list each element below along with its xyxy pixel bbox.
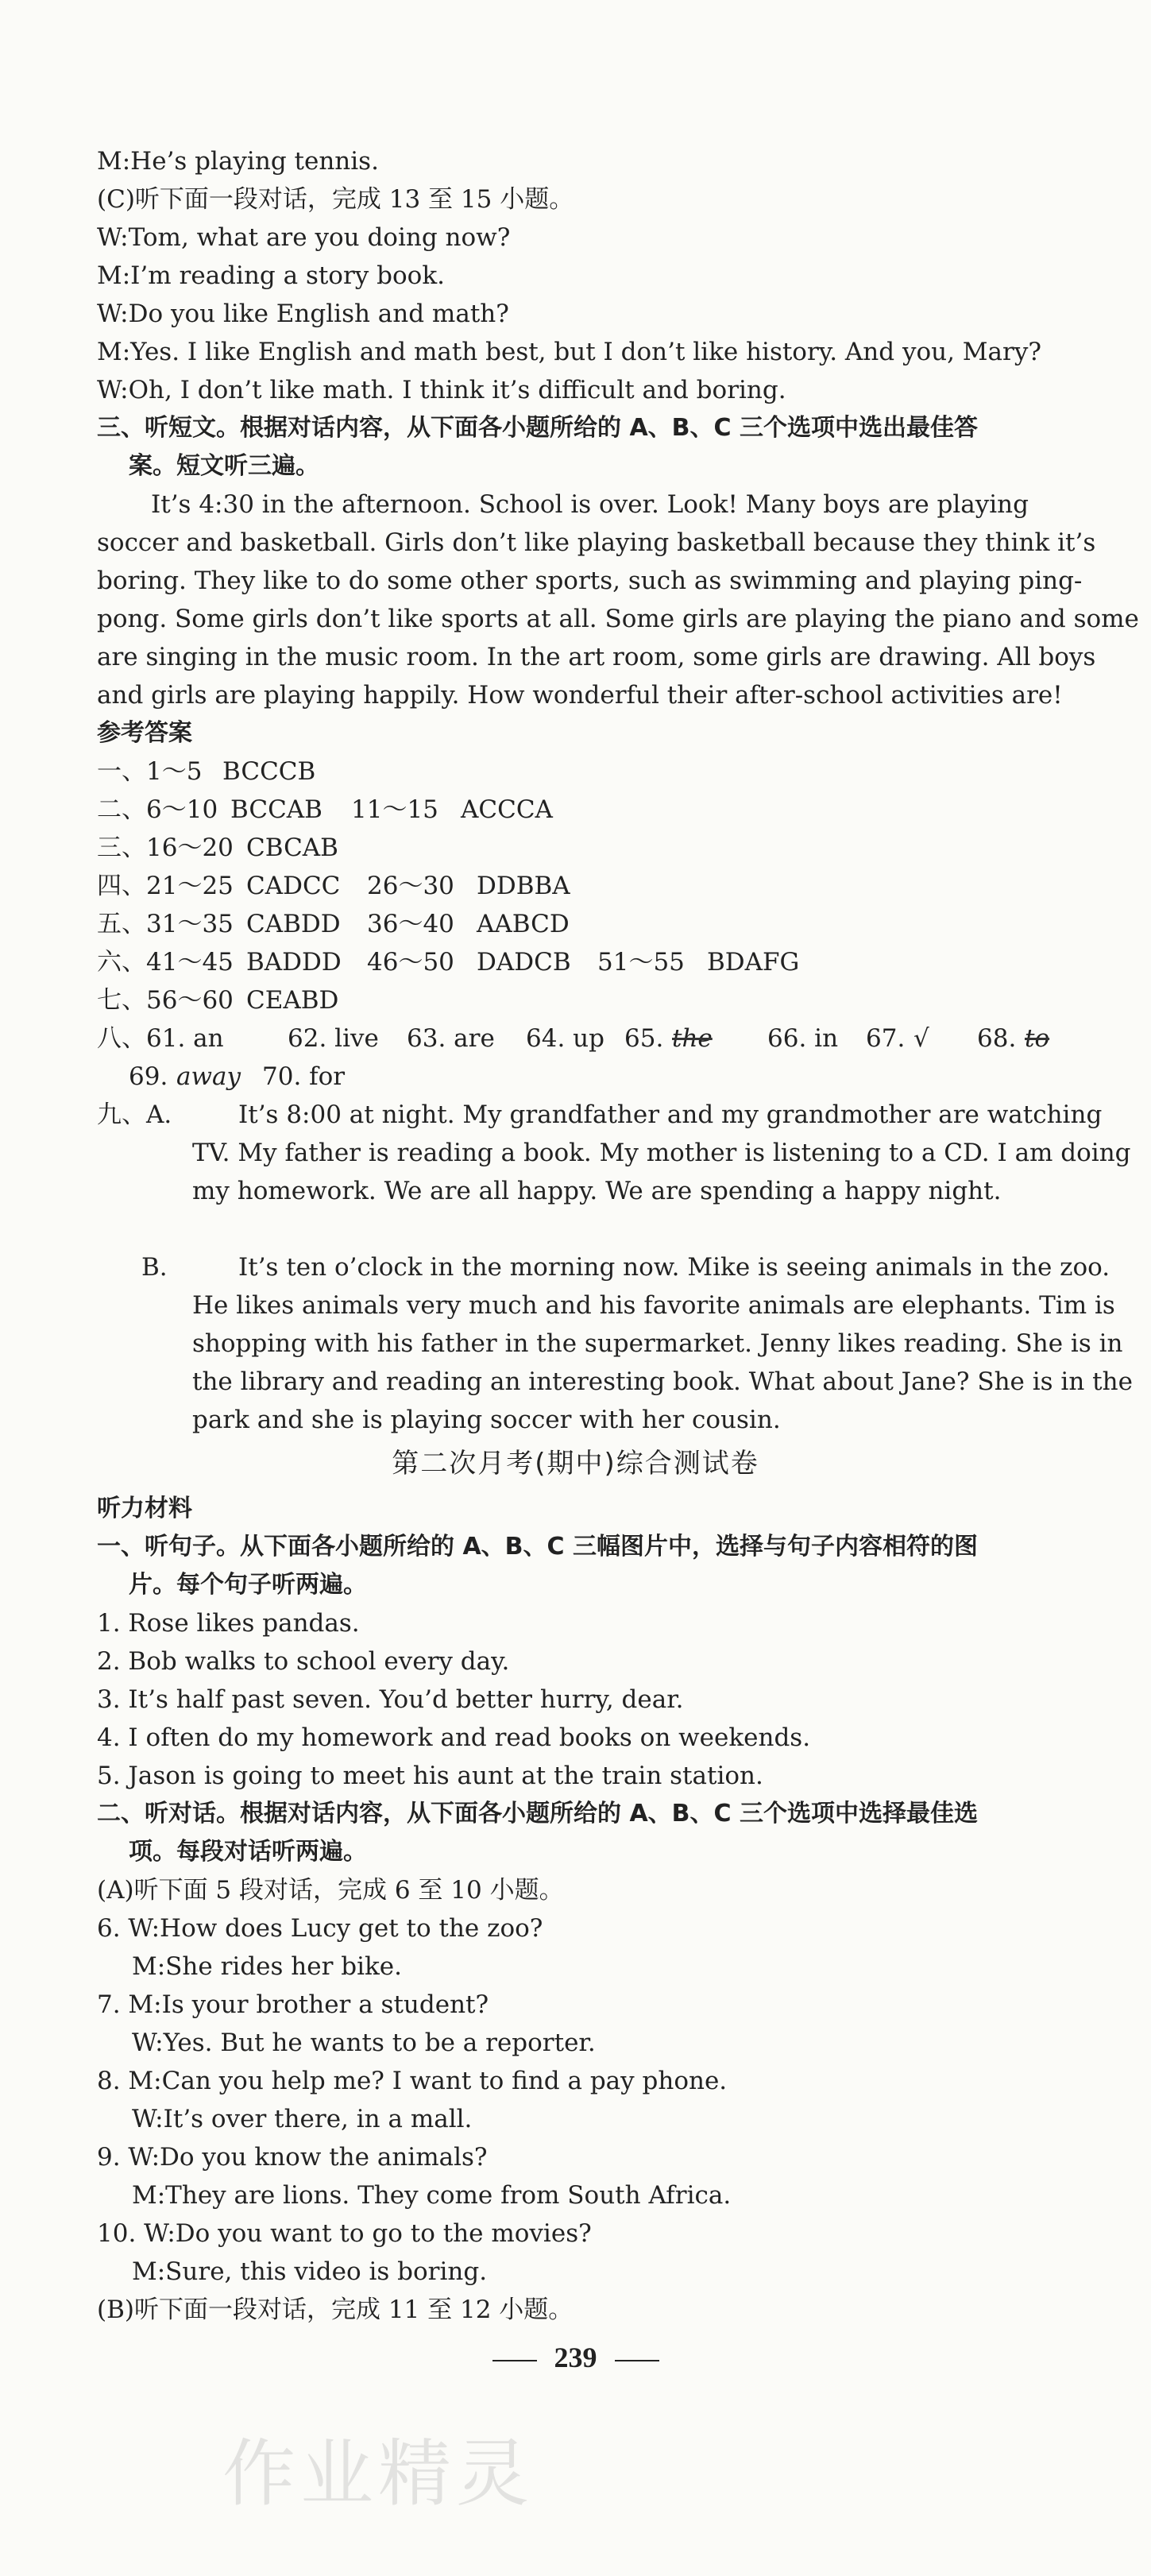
answer-range: 三、16～20 (97, 834, 234, 862)
passage-line: and girls are playing happily. How wonderful their after-school activities are! (97, 681, 1063, 710)
answer-label: 九、A. (97, 1100, 172, 1129)
passage-line: pong. Some girls don’t like sports at all. Some girls are playing the piano and some (97, 605, 1139, 633)
passage-line: It’s 4:30 in the afternoon. School is over. Look! Many boys are playing (151, 490, 1029, 519)
check-mark-icon: √ (913, 1024, 929, 1053)
composition-line: my homework. We are all happy. We are spending a happy night. (192, 1177, 1002, 1205)
answer-key: CEABD (246, 986, 339, 1015)
dialog-answer: W:It’s over there, in a mall. (132, 2105, 473, 2133)
answer-item: 63. are (407, 1024, 495, 1053)
answer-item: 67. (866, 1024, 906, 1053)
composition-line: TV. My father is reading a book. My mother is listening to a CD. I am doing (192, 1139, 1131, 1167)
section-heading: 二、听对话。根据对话内容，从下面各小题所给的 A、B、C 三个选项中选择最佳选 (97, 1800, 978, 1828)
answer-item-handwritten: away (176, 1062, 241, 1091)
answer-range: 五、31～35 (97, 910, 234, 938)
answer-key: BDAFG (707, 948, 800, 977)
answer-key: ACCCA (461, 795, 553, 824)
watermark: 作业精灵 (222, 2431, 535, 2516)
section-heading: 一、听句子。从下面各小题所给的 A、B、C 三幅图片中，选择与句子内容相符的图 (97, 1533, 978, 1561)
answer-key: CABDD (246, 910, 341, 938)
text-line: W:Oh, I don’t like math. I think it’s difficult and boring. (97, 376, 786, 404)
answer-key: BCCCB (222, 757, 316, 786)
section-heading-cont: 案。短文听三遍。 (129, 452, 319, 480)
dash-left (492, 2360, 537, 2361)
answer-key: CBCAB (246, 834, 338, 862)
answer-key: BCCAB (230, 795, 323, 824)
listening-item: 1. Rose likes pandas. (97, 1609, 360, 1638)
listening-item: 5. Jason is going to meet his aunt at the train station. (97, 1762, 763, 1790)
passage-line: boring. They like to do some other sports, such as swimming and playing ping- (97, 567, 1083, 595)
answer-range: 二、6～10 (97, 795, 218, 824)
answer-item: 65. (624, 1024, 664, 1053)
answer-item: 62. live (288, 1024, 379, 1053)
composition-line: He likes animals very much and his favorite animals are elephants. Tim is (192, 1291, 1115, 1320)
text-line: W:Do you like English and math? (97, 300, 509, 328)
answer-item-struck: the (672, 1024, 713, 1053)
composition-line: It’s ten o’clock in the morning now. Mike is seeing animals in the zoo. (238, 1253, 1110, 1282)
answer-range: 四、21～25 (97, 872, 234, 900)
section-heading: 三、听短文。根据对话内容，从下面各小题所给的 A、B、C 三个选项中选出最佳答 (97, 414, 978, 442)
exam-title: 第二次月考(期中)综合测试卷 (392, 1448, 759, 1479)
answer-range: 36～40 (367, 910, 454, 938)
page-number-text: 239 (554, 2342, 597, 2373)
answers-heading: 参考答案 (97, 719, 192, 747)
answer-item: 八、61. an (97, 1024, 224, 1053)
dialog-question: 10. W:Do you want to go to the movies? (97, 2219, 592, 2248)
section-heading-cont: 片。每个句子听两遍。 (129, 1571, 367, 1599)
composition-line: park and she is playing soccer with her cousin. (192, 1406, 781, 1434)
text-line: (C)听下面一段对话，完成 13 至 15 小题。 (97, 185, 574, 214)
answer-range: 七、56～60 (97, 986, 234, 1015)
answer-key: CADCC (246, 872, 341, 900)
passage-line: are singing in the music room. In the art room, some girls are drawing. All boys (97, 643, 1096, 671)
answer-item: 66. in (767, 1024, 839, 1053)
subsection-intro: (B)听下面一段对话，完成 11 至 12 小题。 (97, 2296, 574, 2324)
dialog-answer: M:She rides her bike. (132, 1952, 403, 1981)
answer-item: 69. (129, 1062, 168, 1091)
answer-key: DADCB (477, 948, 571, 977)
answer-range: 六、41～45 (97, 948, 234, 977)
text-line: M:Yes. I like English and math best, but I don’t like history. And you, Mary? (97, 338, 1041, 366)
dash-right (615, 2360, 659, 2361)
composition-line: It’s 8:00 at night. My grandfather and my grandmother are watching (238, 1100, 1103, 1129)
listening-item: 3. It’s half past seven. You’d better hurry, dear. (97, 1685, 684, 1714)
listening-heading: 听力材料 (97, 1495, 192, 1522)
answer-range: 26～30 (367, 872, 454, 900)
answer-label: B. (141, 1253, 168, 1282)
composition-line: the library and reading an interesting book. What about Jane? She is in the (192, 1367, 1133, 1396)
text-line: W:Tom, what are you doing now? (97, 223, 511, 252)
answer-range: 一、1～5 (97, 757, 203, 786)
answer-item-struck: to (1025, 1024, 1050, 1053)
answer-item: 70. for (262, 1062, 346, 1091)
dialog-answer: M:They are lions. They come from South Africa. (132, 2181, 732, 2210)
answer-item: 68. (977, 1024, 1017, 1053)
dialog-answer: W:Yes. But he wants to be a reporter. (132, 2029, 596, 2057)
text-line: M:He’s playing tennis. (97, 147, 379, 176)
dialog-question: 7. M:Is your brother a student? (97, 1990, 489, 2019)
listening-item: 2. Bob walks to school every day. (97, 1647, 510, 1676)
answer-range: 46～50 (367, 948, 454, 977)
answer-item: 64. up (526, 1024, 604, 1053)
answer-key: BADDD (246, 948, 342, 977)
text-line: M:I’m reading a story book. (97, 261, 445, 290)
answer-range: 11～15 (351, 795, 438, 824)
composition-line: shopping with his father in the supermarket. Jenny likes reading. She is in (192, 1329, 1123, 1358)
dialog-answer: M:Sure, this video is boring. (132, 2257, 488, 2286)
dialog-question: 9. W:Do you know the animals? (97, 2143, 488, 2172)
answer-key: AABCD (477, 910, 570, 938)
answer-range: 51～55 (597, 948, 685, 977)
subsection-intro: (A)听下面 5 段对话，完成 6 至 10 小题。 (97, 1876, 564, 1905)
answer-key: DDBBA (477, 872, 570, 900)
page-number (0, 2341, 1151, 2374)
listening-item: 4. I often do my homework and read books on weekends. (97, 1723, 811, 1752)
section-heading-cont: 项。每段对话听两遍。 (129, 1838, 367, 1866)
dialog-question: 8. M:Can you help me? I want to find a pay phone. (97, 2067, 728, 2095)
passage-line: soccer and basketball. Girls don’t like playing basketball because they think it’s (97, 528, 1096, 557)
dialog-question: 6. W:How does Lucy get to the zoo? (97, 1914, 543, 1943)
